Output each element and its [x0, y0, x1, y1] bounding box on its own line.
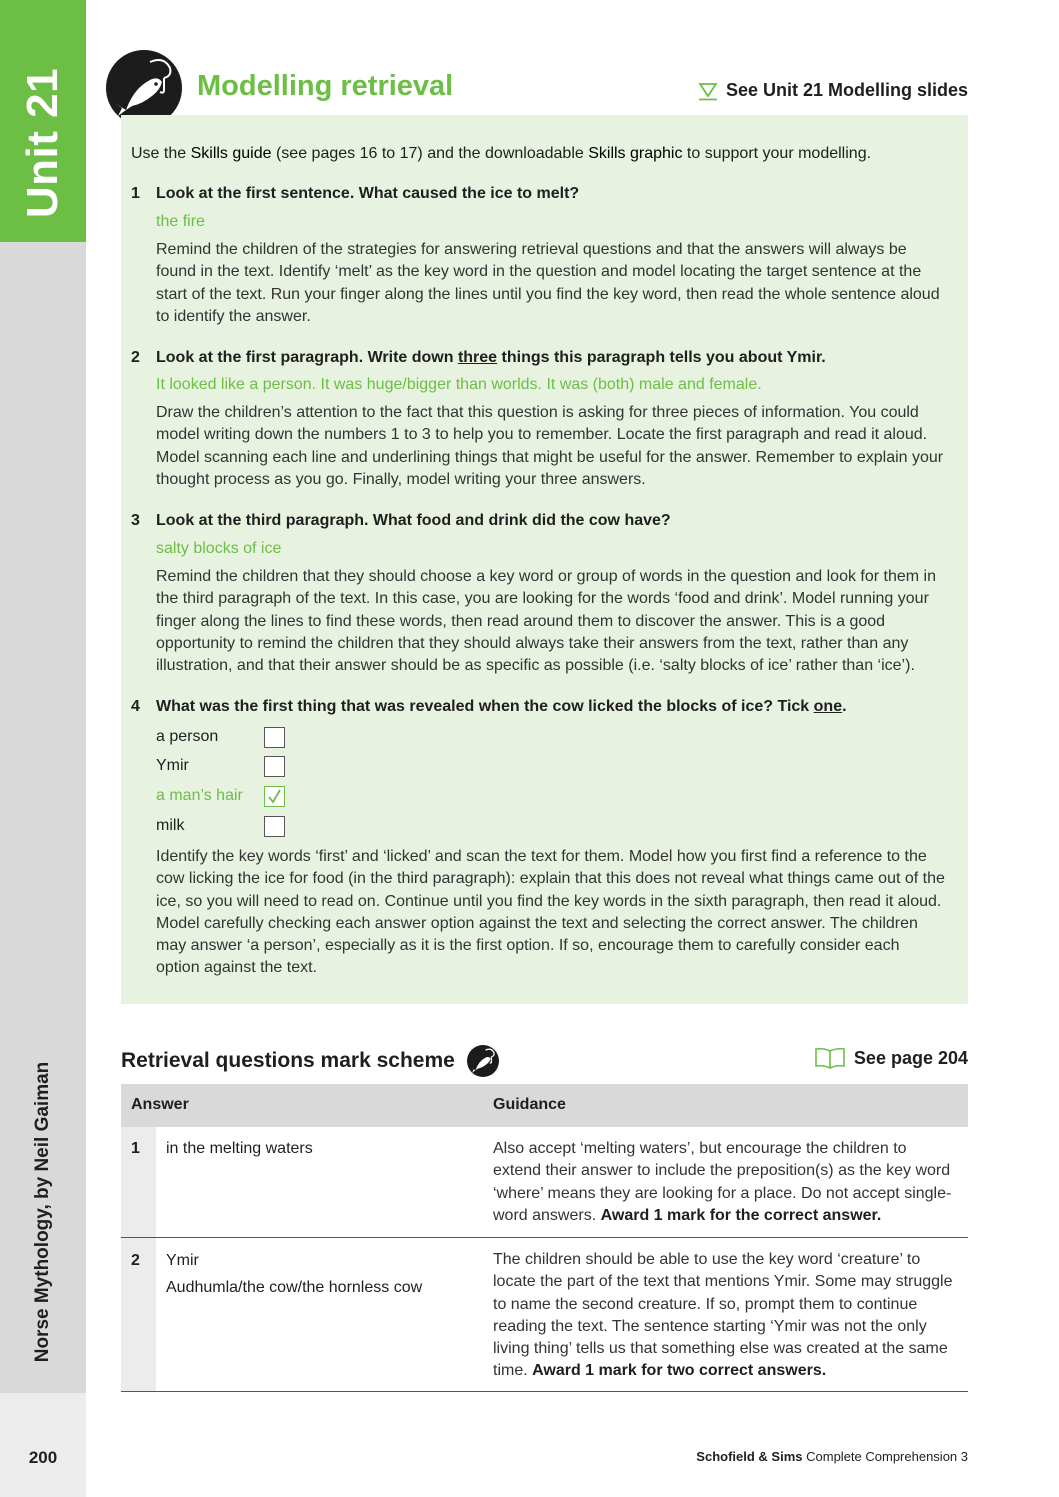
- publisher: Schofield & Sims: [696, 1449, 803, 1464]
- row-1-number: 1: [131, 1140, 140, 1157]
- question-2-text: Look at the first paragraph. Write down three things this paragraph tells you about Ymir.: [156, 349, 826, 366]
- see-page-label: See page 204: [853, 1047, 968, 1068]
- question-1-answer: the fire: [156, 213, 205, 230]
- option-milk-checkbox[interactable]: [264, 816, 285, 837]
- table-header: [121, 1084, 968, 1127]
- download-triangle-icon: [698, 81, 718, 101]
- row-2-number: 2: [131, 1252, 140, 1269]
- slides-link[interactable]: [698, 80, 968, 101]
- row-2-guidance: The children should be able to use the key word ‘creature’ to locate the part of the text that mentions Ymir. Some may struggle to name the second creature. If so, prompt them to continue reading the text. The sentence starting ‘Ymir was not the only living thing’ tells us that something else was created at the same time. Award 1 mark for two correct answers.: [493, 1251, 953, 1380]
- row-2-answer-2: Audhumla/the cow/the hornless cow: [166, 1279, 423, 1296]
- option-mans-hair-checkbox[interactable]: [264, 786, 285, 807]
- header-answer: Answer: [131, 1096, 189, 1113]
- option-ymir-checkbox[interactable]: [264, 756, 285, 777]
- row-1-guidance: Also accept ‘melting waters’, but encourage the children to extend their answer to include the preposition(s) as the key word ‘where’ means they are looking for a place. Do not accept single-word answers. Award 1 mark for the correct answer.: [493, 1140, 952, 1224]
- option-mans-hair: a man’s hair: [156, 787, 243, 804]
- question-4-text: What was the first thing that was revealed when the cow licked the blocks of ice? Tick one.: [156, 698, 847, 715]
- row-1-answer: in the melting waters: [166, 1140, 313, 1157]
- fishing-icon: [467, 1045, 499, 1077]
- page-number: 200: [28, 1448, 58, 1467]
- row-2-answer-1: Ymir: [166, 1252, 199, 1269]
- header-guidance: Guidance: [493, 1096, 566, 1113]
- check-icon: [266, 788, 283, 805]
- option-a-person: a person: [156, 728, 219, 745]
- intro-text: Use the Skills guide (see pages 16 to 17) and the downloadable Skills graphic to support your modelling.: [131, 145, 872, 162]
- section-title: Modelling retrieval: [197, 70, 454, 102]
- skills-guide-ref: Skills guide: [190, 145, 272, 162]
- open-book-icon: [814, 1047, 846, 1069]
- footer: [696, 1449, 968, 1464]
- mark-scheme-title: Retrieval questions mark scheme: [121, 1045, 499, 1077]
- row-divider: [121, 1237, 968, 1238]
- question-4-guidance: Identify the key words ‘first’ and ‘licked’ and scan the text for them. Model how you first find a reference to the cow licking the ice for food (in the third paragraph): explain that this does not reveal what things came out of the ice, so you will need to read on. Continue until you find the key words in the sixth paragraph, then read it aloud. Model carefully checking each answer option against the text and selecting the correct answer. The children may answer ‘a person’, especially as it is the first option. If so, encourage them to carefully consider each option against the text.: [156, 848, 945, 977]
- question-2-guidance: Draw the children’s attention to the fact that this question is asking for three pieces of information. You could model writing down the numbers 1 to 3 to help you to remember. Locate the first paragraph and read it aloud. Model scanning each line and underlining things that might be useful for the answer. Remember to explain your thought process as you go. Finally, model writing your three answers.: [156, 404, 944, 488]
- skills-graphic-ref: Skills graphic: [588, 145, 683, 162]
- option-ymir: Ymir: [156, 757, 189, 774]
- option-milk: milk: [156, 817, 185, 834]
- see-page-link[interactable]: [814, 1047, 968, 1069]
- question-2-answer: It looked like a person. It was huge/bigger than worlds. It was (both) male and female.: [156, 376, 762, 393]
- question-3-guidance: Remind the children that they should choose a key word or group of words in the question and look for them in the third paragraph of the text. In this case, you are looking for the words ‘food and drink’. Model running your finger along the lines to find these words, then read around them to discover the answer. This is a good opportunity to remind the children that they should always take their answers from the text, rather than any illustration, and that their answer should be as specific as possible (i.e. ‘salty blocks of ice’ rather than ‘ice’).: [156, 568, 937, 675]
- row-divider: [121, 1391, 968, 1392]
- book-title: Norse Mythology, by Neil Gaiman: [32, 1061, 53, 1363]
- question-3-text: Look at the third paragraph. What food and drink did the cow have?: [156, 512, 671, 529]
- series-name: Complete Comprehension 3: [806, 1449, 968, 1464]
- question-3-answer: salty blocks of ice: [156, 540, 282, 557]
- page-number-box: [0, 1393, 86, 1497]
- question-1-guidance: Remind the children of the strategies for answering retrieval questions and that the answers will always be found in the text. Identify ‘melt’ as the key word in the question and model locating the target sentence at the start of the text. Run your finger along the lines until you find the key word, then read the whole sentence aloud to identify the answer.: [156, 241, 940, 325]
- slides-link-label: See Unit 21 Modelling slides: [725, 80, 968, 100]
- option-a-person-checkbox[interactable]: [264, 727, 285, 748]
- question-1-text: Look at the first sentence. What caused the ice to melt?: [156, 185, 580, 202]
- unit-label: Unit 21: [18, 67, 67, 219]
